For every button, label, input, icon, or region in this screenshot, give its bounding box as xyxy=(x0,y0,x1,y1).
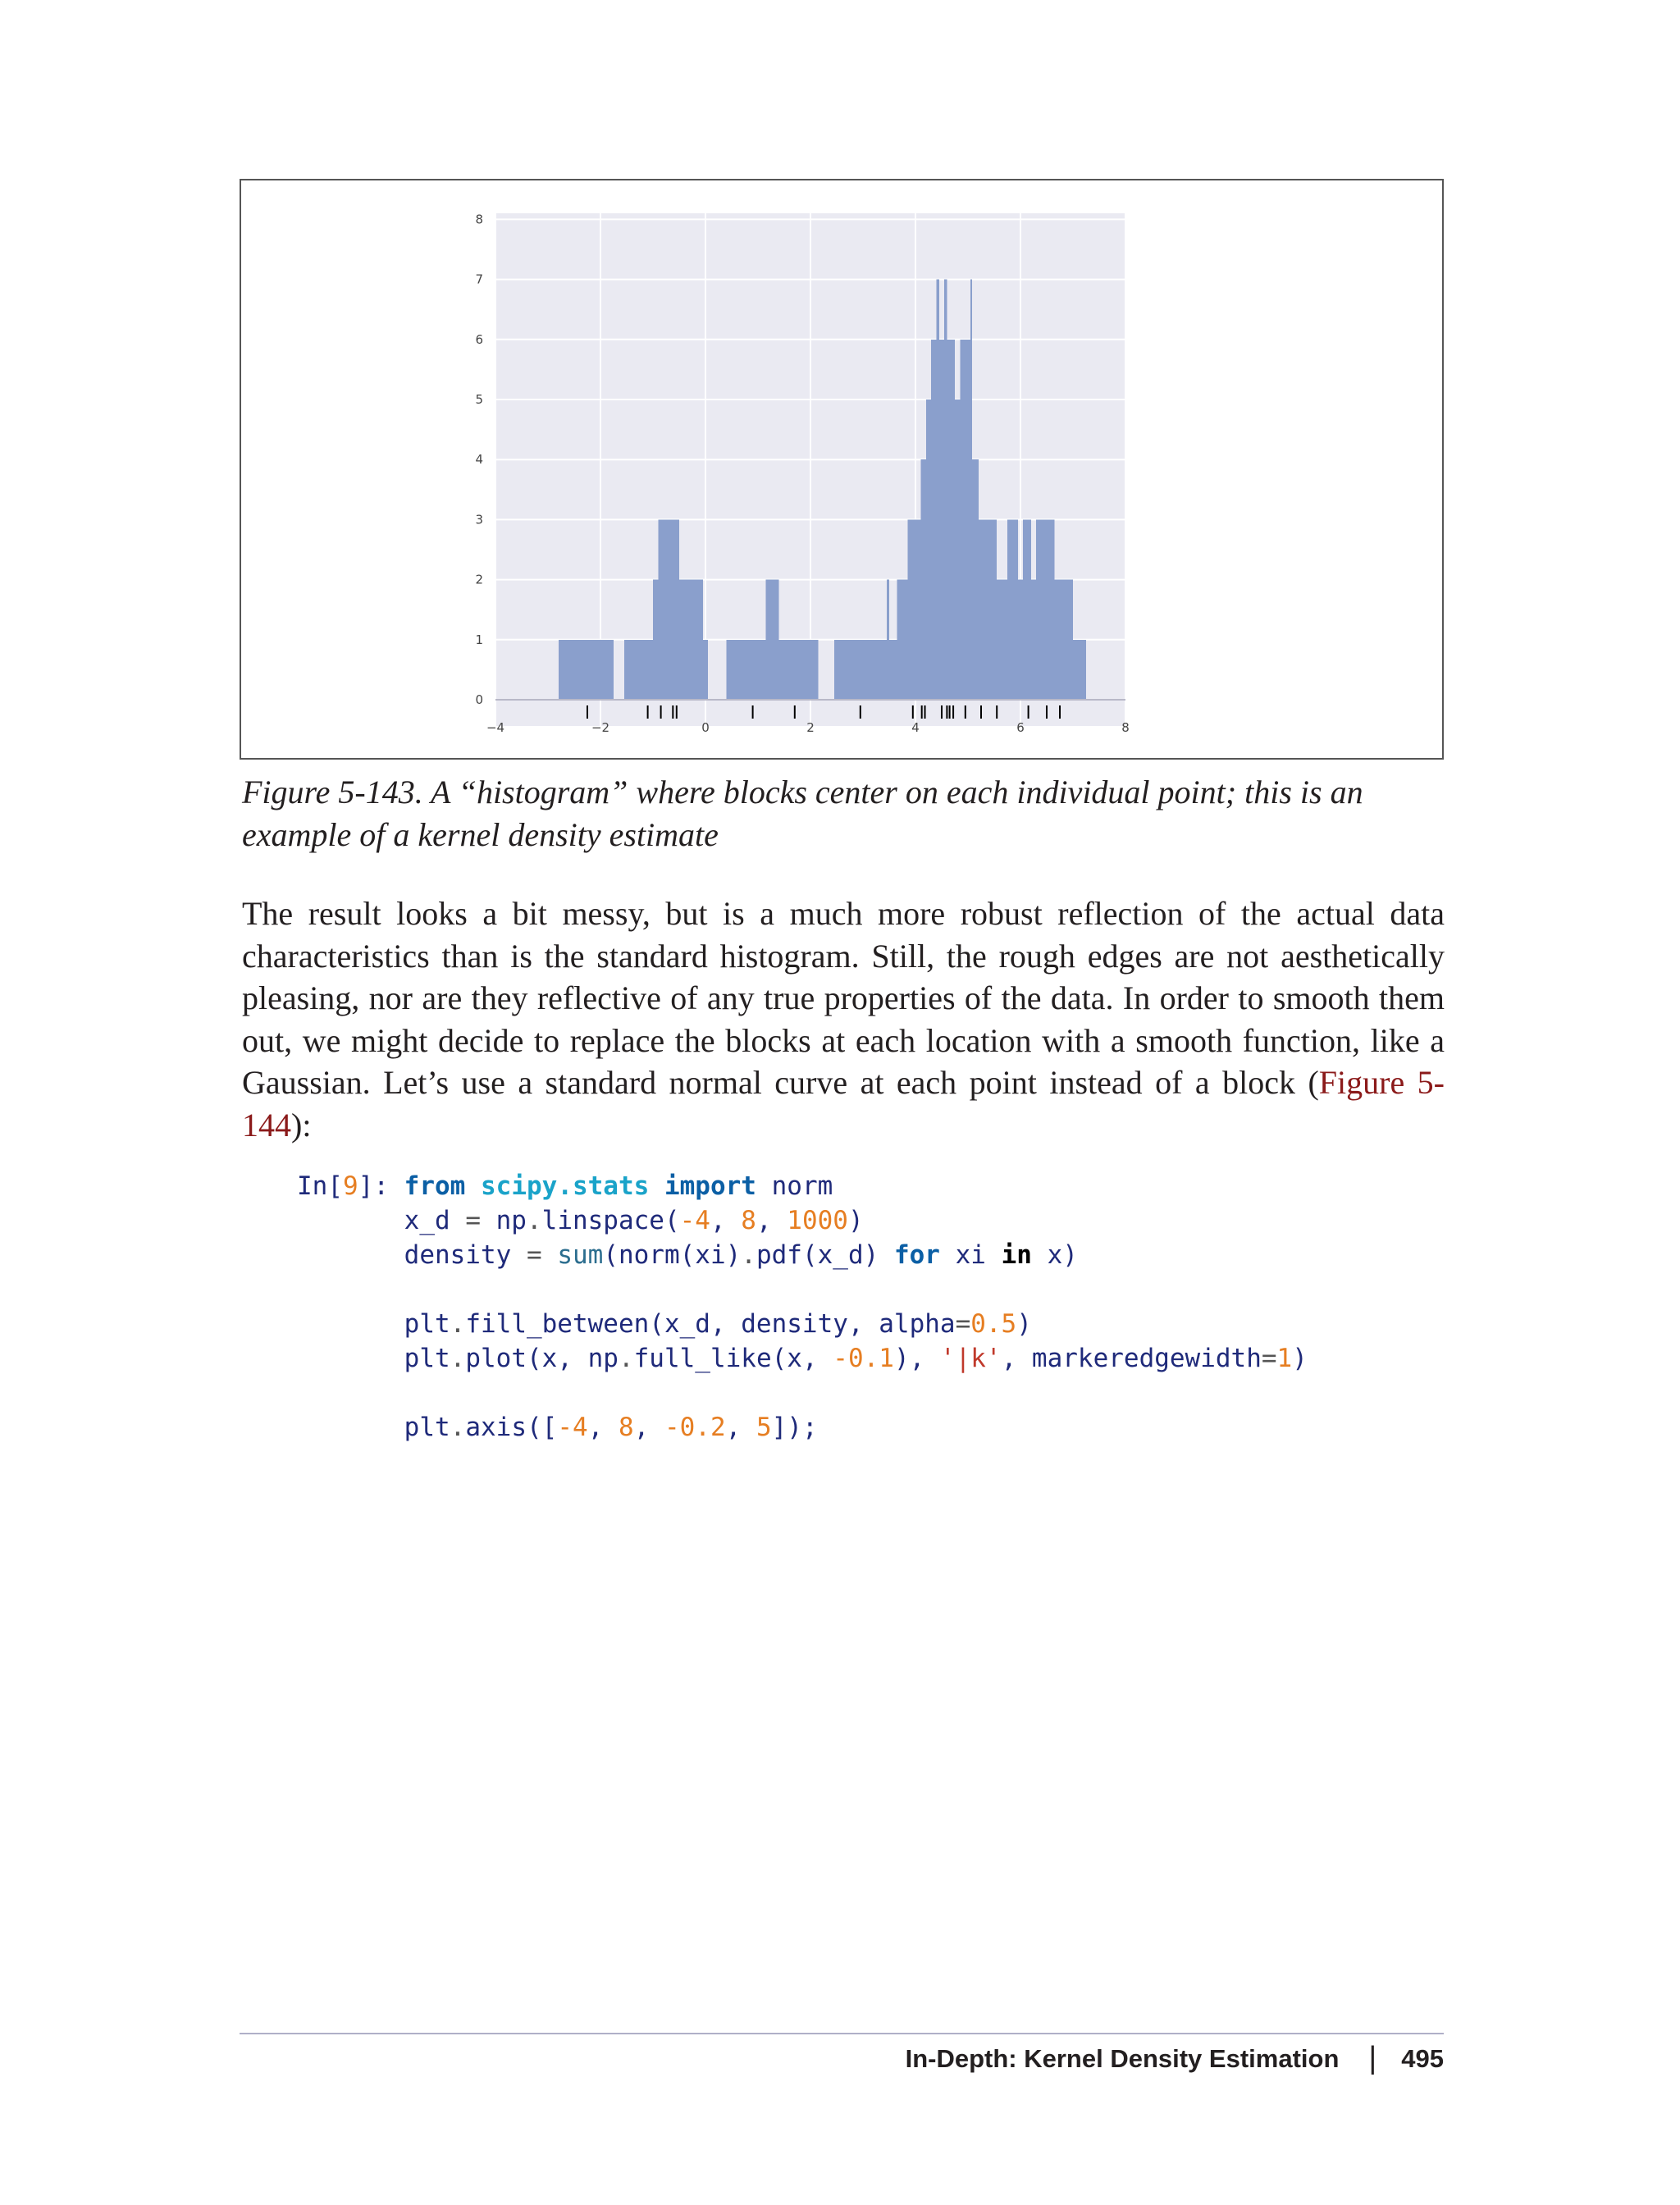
code-token: plt xyxy=(404,1309,450,1339)
code-token: xi xyxy=(939,1240,1002,1270)
code-token xyxy=(542,1240,558,1270)
code-op: . xyxy=(526,1206,542,1235)
footer-separator: | xyxy=(1368,2041,1377,2075)
histogram-block xyxy=(834,640,887,700)
prompt-close: ]: xyxy=(358,1171,404,1201)
code-token: , xyxy=(725,1413,756,1442)
code-number: 1 xyxy=(1276,1344,1293,1373)
figure-reference-link[interactable]: Figure 5-144 xyxy=(242,1064,1445,1144)
code-token: ), xyxy=(893,1344,940,1373)
code-token: plt xyxy=(404,1344,450,1373)
histogram-block xyxy=(624,640,653,700)
code-token: full_like(x, xyxy=(633,1344,833,1373)
histogram-block xyxy=(972,459,979,700)
code-op: = xyxy=(526,1240,542,1270)
code-block xyxy=(297,1169,1308,1445)
histogram-block xyxy=(997,580,1007,700)
body-paragraph xyxy=(242,892,1445,1146)
x-tick-label: −4 xyxy=(486,720,505,735)
histogram-block xyxy=(1031,580,1036,700)
code-op: . xyxy=(450,1413,466,1442)
builtin-sum: sum xyxy=(557,1240,604,1270)
x-tick-label: 8 xyxy=(1121,720,1130,735)
y-tick-label: 7 xyxy=(475,272,483,287)
histogram-block xyxy=(947,340,955,700)
histogram-block xyxy=(889,640,897,700)
x-tick-label: 4 xyxy=(911,720,920,735)
histogram-block xyxy=(960,340,970,700)
y-tick-label: 6 xyxy=(475,331,483,347)
kde-block-histogram-chart xyxy=(241,180,1442,758)
histogram-block xyxy=(926,399,931,700)
code-token: ) xyxy=(1016,1309,1032,1339)
code-op: = xyxy=(1261,1344,1277,1373)
code-token: ) xyxy=(847,1206,864,1235)
histogram-block xyxy=(559,640,614,700)
code-token: plot(x, np xyxy=(465,1344,619,1373)
code-token: x) xyxy=(1031,1240,1078,1270)
code-token: , xyxy=(587,1413,619,1442)
code-number: 8 xyxy=(741,1206,756,1235)
histogram-block xyxy=(1036,519,1054,700)
y-tick-label: 1 xyxy=(475,632,483,647)
code-token: fill_between(x_d, density, alpha xyxy=(465,1309,956,1339)
code-number: -4 xyxy=(557,1413,588,1442)
module-name: scipy.stats xyxy=(481,1171,650,1201)
code-token: plt xyxy=(404,1413,450,1442)
code-token: , xyxy=(633,1413,664,1442)
code-token: (norm(xi) xyxy=(603,1240,742,1270)
histogram-block xyxy=(897,580,908,700)
code-op: . xyxy=(450,1344,466,1373)
histogram-block xyxy=(658,519,679,700)
kw-in: in xyxy=(1001,1240,1032,1270)
histogram-block xyxy=(653,580,658,700)
figure-caption: Figure 5-143. A “histogram” where blocks center on each individual point; this is an example of a kernel density estimate xyxy=(242,774,1363,853)
histogram-block xyxy=(931,340,936,700)
histogram-block xyxy=(944,280,947,700)
kw-import: import xyxy=(664,1171,756,1201)
page-footer xyxy=(906,2041,1444,2076)
kw-for: for xyxy=(893,1240,940,1270)
code-op: . xyxy=(450,1309,466,1339)
histogram-block xyxy=(970,280,972,700)
page-number: 495 xyxy=(1401,2043,1444,2073)
code-token: , markeredgewidth xyxy=(1001,1344,1262,1373)
histogram-block xyxy=(955,399,960,700)
histogram-block xyxy=(979,519,997,700)
histogram-block xyxy=(1073,640,1086,700)
y-tick-label: 3 xyxy=(475,512,483,527)
histogram-block xyxy=(679,580,703,700)
histogram-block xyxy=(779,640,819,700)
code-token: ]); xyxy=(771,1413,818,1442)
code-number: 0.5 xyxy=(970,1309,1017,1339)
y-tick-label: 0 xyxy=(475,692,483,707)
histogram-block xyxy=(703,640,708,700)
y-tick-label: 8 xyxy=(475,212,483,227)
code-token: density xyxy=(404,1240,527,1270)
y-tick-label: 4 xyxy=(475,452,483,468)
code-token: ) xyxy=(1292,1344,1308,1373)
histogram-block xyxy=(727,640,766,700)
footer-rule xyxy=(240,2033,1444,2034)
import-name: norm xyxy=(771,1171,833,1201)
histogram-block xyxy=(920,459,925,700)
prompt-number: 9 xyxy=(343,1171,358,1201)
code-op: = xyxy=(465,1206,481,1235)
body-text: The result looks a bit messy, but is a much more robust reflection of the actual data characteristics than is the standard histogram. Still, the rough edges are not aesthetically pleasing, nor are they reflective of any true properties of the data. In order to smooth them out, we might decide to replace the blocks at each location with a smooth function, like a Gaussian. Let’s use a standard normal curve at each point instead of a block ( xyxy=(242,895,1445,1101)
histogram-block xyxy=(766,580,779,700)
code-number: 8 xyxy=(618,1413,634,1442)
code-op: = xyxy=(955,1309,971,1339)
code-token: , xyxy=(710,1206,742,1235)
body-text-end: ): xyxy=(291,1106,312,1144)
code-token: x_d xyxy=(404,1206,466,1235)
histogram-block xyxy=(1055,580,1073,700)
kw-from: from xyxy=(404,1171,466,1201)
x-tick-label: 0 xyxy=(701,720,710,735)
running-section-title: In-Depth: Kernel Density Estimation xyxy=(905,2043,1340,2073)
code-number: 5 xyxy=(756,1413,772,1442)
histogram-block xyxy=(907,519,920,700)
x-tick-label: −2 xyxy=(591,720,610,735)
code-number: 1000 xyxy=(787,1206,848,1235)
code-number: -0.1 xyxy=(833,1344,894,1373)
histogram-block xyxy=(1023,519,1031,700)
code-token: axis([ xyxy=(465,1413,558,1442)
y-tick-label: 5 xyxy=(475,392,483,407)
code-token: np xyxy=(480,1206,527,1235)
x-tick-label: 6 xyxy=(1016,720,1025,735)
code-op: . xyxy=(618,1344,634,1373)
histogram-block xyxy=(887,580,889,700)
figure-frame xyxy=(240,179,1444,760)
code-string: '|k' xyxy=(939,1344,1002,1373)
histogram-block xyxy=(937,280,939,700)
histogram-block xyxy=(1007,519,1018,700)
code-token: pdf(x_d) xyxy=(756,1240,894,1270)
x-tick-label: 2 xyxy=(806,720,815,735)
histogram-block xyxy=(939,340,944,700)
code-op: . xyxy=(741,1240,756,1270)
y-tick-label: 2 xyxy=(475,572,483,587)
code-token: linspace( xyxy=(541,1206,680,1235)
histogram-block xyxy=(1018,580,1023,700)
code-number: -4 xyxy=(679,1206,710,1235)
code-number: -0.2 xyxy=(664,1413,726,1442)
prompt: In[ xyxy=(297,1171,343,1201)
code-token: , xyxy=(756,1206,788,1235)
